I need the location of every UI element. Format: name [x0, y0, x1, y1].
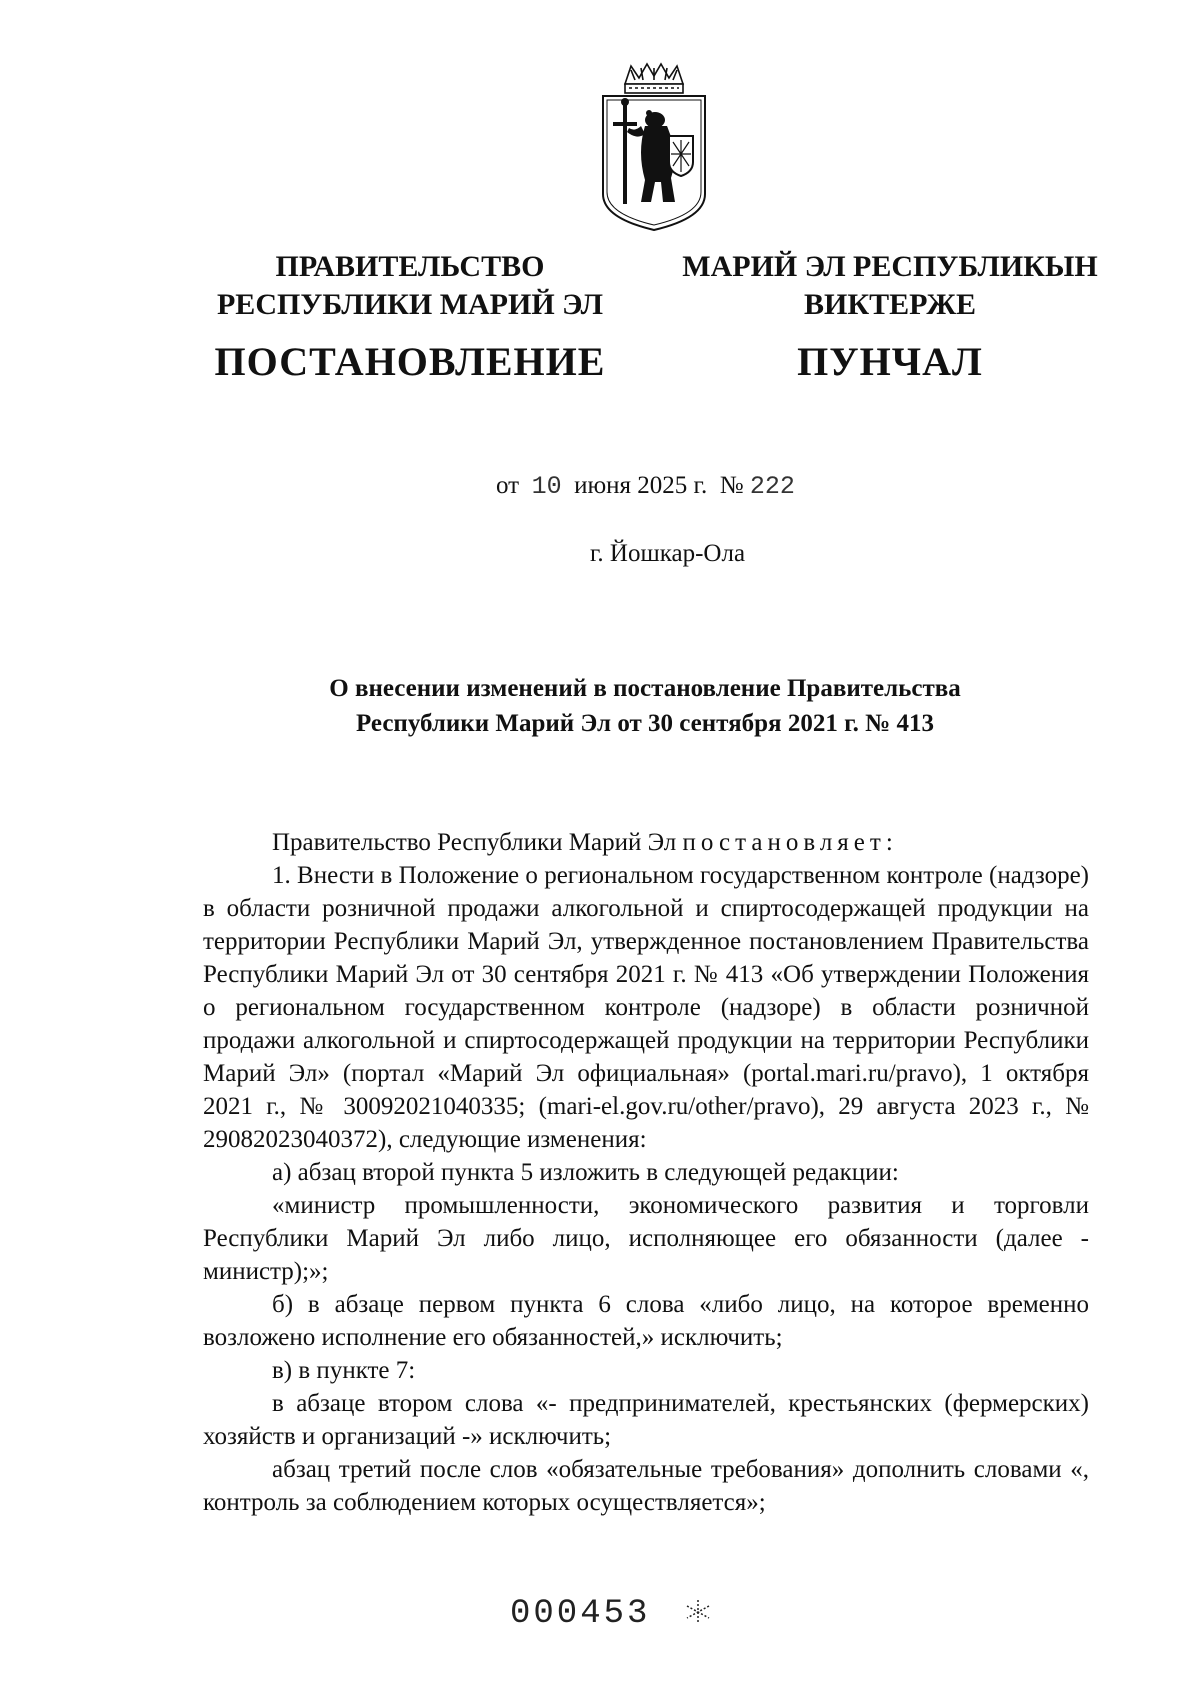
doc-type-mari: ПУНЧАЛ	[797, 339, 983, 384]
small-shield-icon	[669, 136, 693, 176]
date-prefix: от	[496, 472, 520, 499]
government-name-russian	[170, 248, 650, 324]
intro-paragraph	[203, 826, 1089, 859]
org-line-2: ВИКТЕРЖЕ	[803, 288, 977, 321]
intro-verb: постановляет:	[682, 829, 898, 856]
paragraph-a: а) абзац второй пункта 5 изложить в следующей редакции:	[272, 1159, 899, 1186]
date-line	[496, 472, 795, 501]
number-sign: №	[719, 472, 744, 499]
document-title	[200, 671, 1090, 741]
title-line-2: Республики Марий Эл от 30 сентября 2021 г. № 413	[355, 710, 934, 737]
asterisk-mark-icon	[683, 1597, 713, 1627]
intro-text: Правительство Республики Марий Эл	[272, 829, 677, 856]
paragraph-c: в) в пункте 7:	[272, 1357, 416, 1384]
coat-of-arms-emblem	[597, 62, 711, 232]
paragraph-1: 1. Внести в Положение о региональном государственном контроле (надзоре) в области розничной продажи алкогольной и спиртосодержащей продукции на территории Республики Марий Эл, утвержденное постановлением Правительства Республики Марий Эл от 30 сентября 2021 г. № 413 «Об утверждении Положения о региональном государственном контроле (надзоре) в области розничной продажи алкогольной и спиртосодержащей продукции на территории Республики Марий Эл» (портал «Марий Эл официальная» (portal.mari.ru/pravo), 1 октября 2021 г., № 30092021040335; (mari-el.gov.ru/other/pravo), 29 августа 2023 г., № 29082023040372), следующие изменения:	[203, 862, 1089, 1153]
doc-type-russian: ПОСТАНОВЛЕНИЕ	[214, 339, 606, 384]
crown-icon	[625, 64, 683, 93]
org-line-1: ПРАВИТЕЛЬСТВО	[275, 250, 545, 283]
form-serial-number: 000453	[510, 1595, 651, 1633]
paragraph-a-quote: «министр промышленности, экономического развития и торговли Республики Марий Эл либо лицо, исполняющее его обязанности (далее - министр);»;	[203, 1192, 1089, 1285]
date-month-year: июня 2025 г.	[574, 472, 708, 499]
document-number: 222	[749, 472, 795, 501]
org-line-2: РЕСПУБЛИКИ МАРИЙ ЭЛ	[216, 288, 603, 321]
government-name-mari	[665, 248, 1115, 324]
org-line-1: МАРИЙ ЭЛ РЕСПУБЛИКЫН	[682, 250, 1098, 283]
title-line-1: О внесении изменений в постановление Правительства	[329, 675, 961, 702]
document-body	[203, 826, 1089, 1519]
city: г. Йошкар-Ола	[590, 540, 746, 567]
paragraph-b: б) в абзаце первом пункта 6 слова «либо лицо, на которое временно возложено исполнение его обязанностей,» исключить;	[203, 1291, 1089, 1351]
paragraph-c-2: абзац третий после слов «обязательные требования» дополнить словами «, контроль за соблюдением которых осуществляется»;	[203, 1456, 1089, 1516]
paragraph-c-1: в абзаце втором слова «- предпринимателей, крестьянских (фермерских) хозяйств и организаций -» исключить;	[203, 1390, 1089, 1450]
date-day: 10	[531, 472, 562, 501]
